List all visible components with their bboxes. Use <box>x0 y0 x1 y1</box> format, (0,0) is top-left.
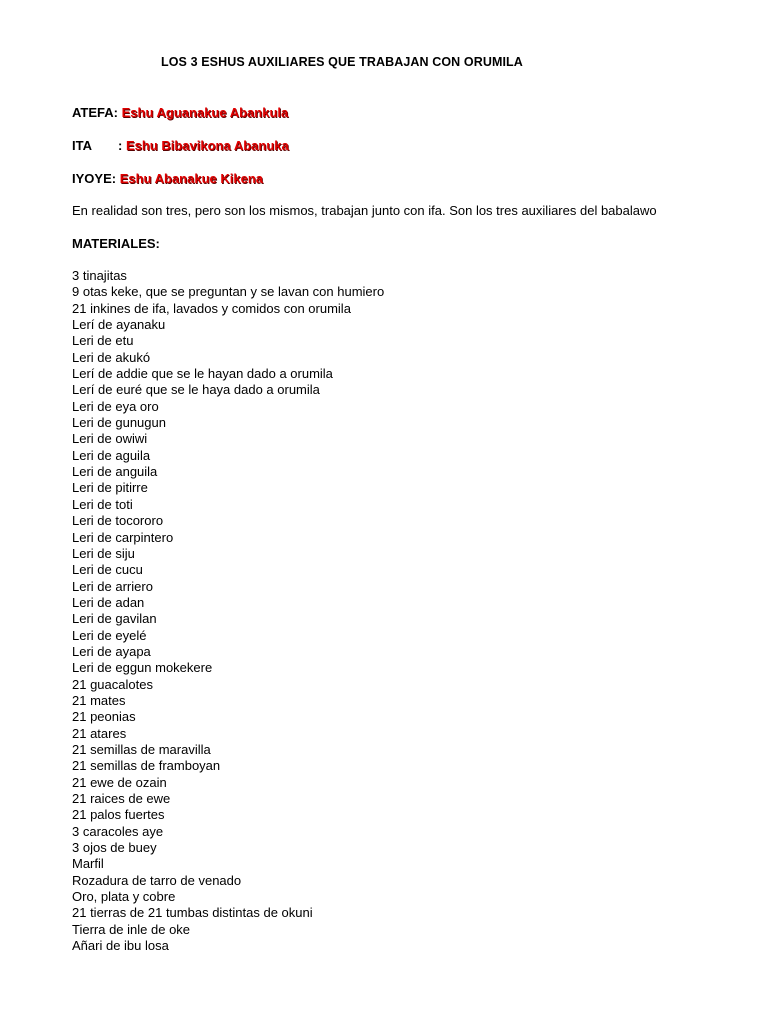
material-item: 21 inkines de ifa, lavados y comidos con orumila <box>72 300 351 316</box>
material-item: Leri de ayapa <box>72 643 151 659</box>
document-title: LOS 3 ESHUS AUXILIARES QUE TRABAJAN CON ORUMILA <box>161 55 523 69</box>
material-item: Lerí de euré que se le haya dado a orumila <box>72 382 320 398</box>
eshu-label: ATEFA: <box>72 105 118 120</box>
eshu-separator: : <box>118 138 123 153</box>
material-item: Leri de gavilan <box>72 611 157 627</box>
material-item: Lerí de ayanaku <box>72 317 166 333</box>
material-item: 21 atares <box>72 725 127 741</box>
material-item: 3 caracoles aye <box>72 823 164 839</box>
material-item: Leri de eggun mokekere <box>72 660 213 676</box>
material-item: Leri de pitirre <box>72 480 148 496</box>
material-item: 21 guacalotes <box>72 676 153 692</box>
eshu-label: ITA <box>72 138 92 153</box>
material-item: Leri de adan <box>72 594 145 610</box>
material-item: Tierra de inle de oke <box>72 921 191 937</box>
material-item: 21 semillas de framboyan <box>72 758 221 774</box>
material-item: Rozadura de tarro de venado <box>72 872 242 888</box>
material-item: Leri de siju <box>72 545 135 561</box>
intro-paragraph: En realidad son tres, pero son los mismos, trabajan junto con ifa. Son los tres auxiliares del babalawo <box>72 203 657 218</box>
material-item: 21 ewe de ozain <box>72 774 167 790</box>
material-item: Leri de cucu <box>72 562 143 578</box>
material-item: 21 semillas de maravilla <box>72 741 211 757</box>
eshu-entry-ita <box>72 138 289 153</box>
material-item: Leri de aguila <box>72 447 151 463</box>
material-item: 21 raices de ewe <box>72 791 171 806</box>
material-item: Leri de eya oro <box>72 398 159 414</box>
materials-heading: MATERIALES: <box>72 236 160 251</box>
material-item: Leri de akukó <box>72 349 151 365</box>
material-item: 3 ojos de buey <box>72 840 157 856</box>
eshu-entry-atefa <box>72 105 288 120</box>
material-item: Leri de carpintero <box>72 529 174 545</box>
material-item: Leri de eyelé <box>72 627 147 643</box>
material-item: 9 otas keke, que se preguntan y se lavan con humiero <box>72 284 385 300</box>
material-item: Añari de ibu losa <box>72 938 169 954</box>
material-item: 21 palos fuertes <box>72 807 165 823</box>
material-item: Leri de owiwi <box>72 431 148 447</box>
material-item: Leri de etu <box>72 333 134 349</box>
eshu-name: Eshu Aguanakue Abankula <box>121 105 289 120</box>
material-item: Leri de tocororo <box>72 513 164 529</box>
material-item: Leri de arriero <box>72 578 153 594</box>
material-item: 21 mates <box>72 692 126 708</box>
material-item: Oro, plata y cobre <box>72 889 176 905</box>
material-item: 3 tinajitas <box>72 268 127 283</box>
eshu-entry-iyoye <box>72 171 263 186</box>
eshu-name: Eshu Abanakue Kikena <box>119 171 263 186</box>
material-item: Leri de toti <box>72 496 133 512</box>
material-item: Leri de anguila <box>72 464 158 480</box>
material-item: 21 peonias <box>72 709 136 725</box>
eshu-name: Eshu Bibavikona Abanuka <box>125 138 289 153</box>
materials-list <box>72 268 384 954</box>
material-item: Leri de gunugun <box>72 415 166 431</box>
material-item: Lerí de addie que se le hayan dado a orumila <box>72 366 333 382</box>
eshu-label: IYOYE: <box>72 171 117 186</box>
material-item: 21 tierras de 21 tumbas distintas de okuni <box>72 905 313 921</box>
material-item: Marfil <box>72 856 104 872</box>
